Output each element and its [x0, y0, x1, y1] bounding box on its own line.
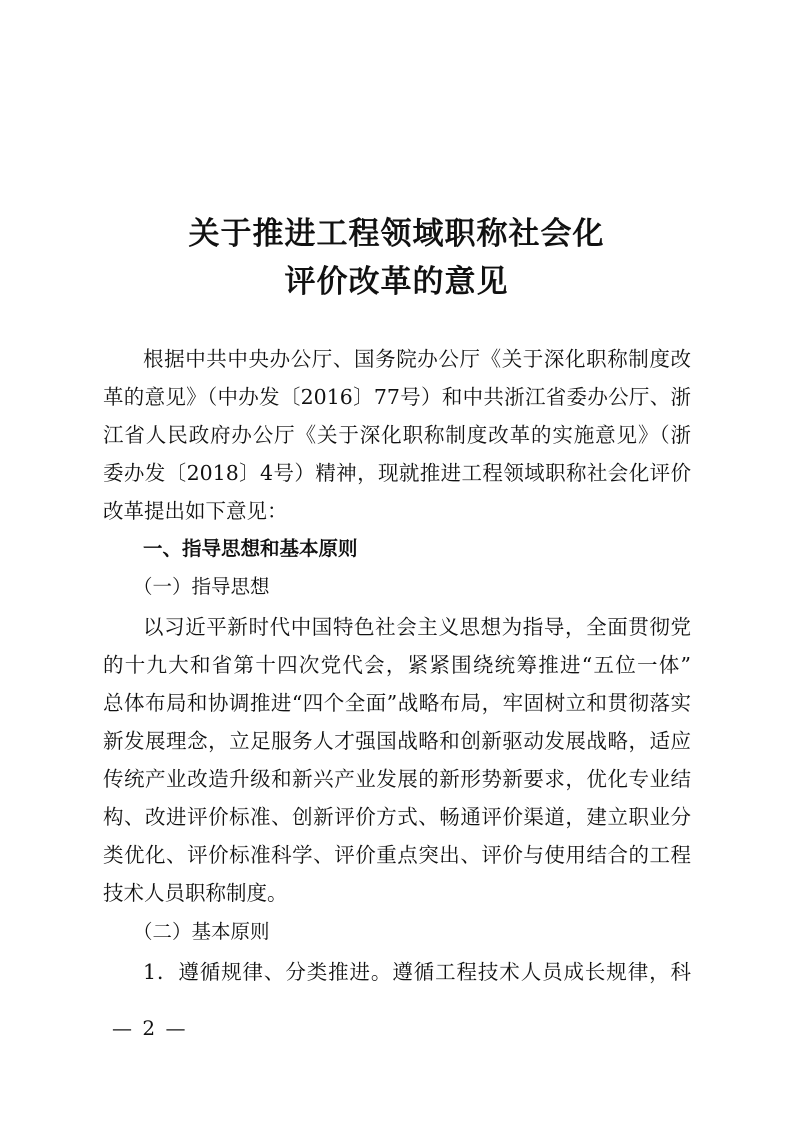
guiding-line-1: 以习近平新时代中国特色社会主义思想为指导，全面贯彻党: [143, 615, 691, 639]
document-title-line-2: 评价改革的意见: [284, 264, 509, 300]
guiding-line-2: 的十九大和省第十四次党代会，紧紧围绕统筹推进“五位一体”: [103, 653, 691, 677]
guiding-line-8: 技术人员职称制度。: [103, 881, 288, 905]
intro-line-4: 委办发〔2018〕4号）精神，现就推进工程领域职称社会化评价: [103, 461, 691, 485]
principle-line-1: 1．遵循规律、分类推进。遵循工程技术人员成长规律，科: [143, 960, 691, 984]
guiding-line-3: 总体布局和协调推进“四个全面”战略布局，牢固树立和贯彻落实: [103, 691, 691, 715]
guiding-line-5: 传统产业改造升级和新兴产业发展的新形势新要求，优化专业结: [103, 767, 691, 791]
subsection-heading-1: （一）指导思想: [133, 575, 270, 598]
intro-line-5: 改革提出如下意见：: [103, 499, 288, 523]
intro-line-2: 革的意见》（中办发〔2016〕77号）和中共浙江省委办公厅、浙: [103, 385, 691, 409]
intro-line-3: 江省人民政府办公厅《关于深化职称制度改革的实施意见》（浙: [103, 423, 691, 447]
guiding-line-4: 新发展理念，立足服务人才强国战略和创新驱动发展战略，适应: [103, 729, 691, 753]
guiding-line-7: 类优化、评价标准科学、评价重点突出、评价与使用结合的工程: [103, 843, 691, 867]
subsection-heading-2: （二）基本原则: [133, 920, 270, 943]
intro-line-1: 根据中共中央办公厅、国务院办公厅《关于深化职称制度改: [143, 347, 691, 371]
section-heading-1: 一、指导思想和基本原则: [143, 537, 358, 560]
document-title-line-1: 关于推进工程领域职称社会化: [188, 216, 605, 252]
guiding-line-6: 构、改进评价标准、创新评价方式、畅通评价渠道，建立职业分: [103, 805, 691, 829]
page-number: — 2 —: [112, 1016, 188, 1040]
